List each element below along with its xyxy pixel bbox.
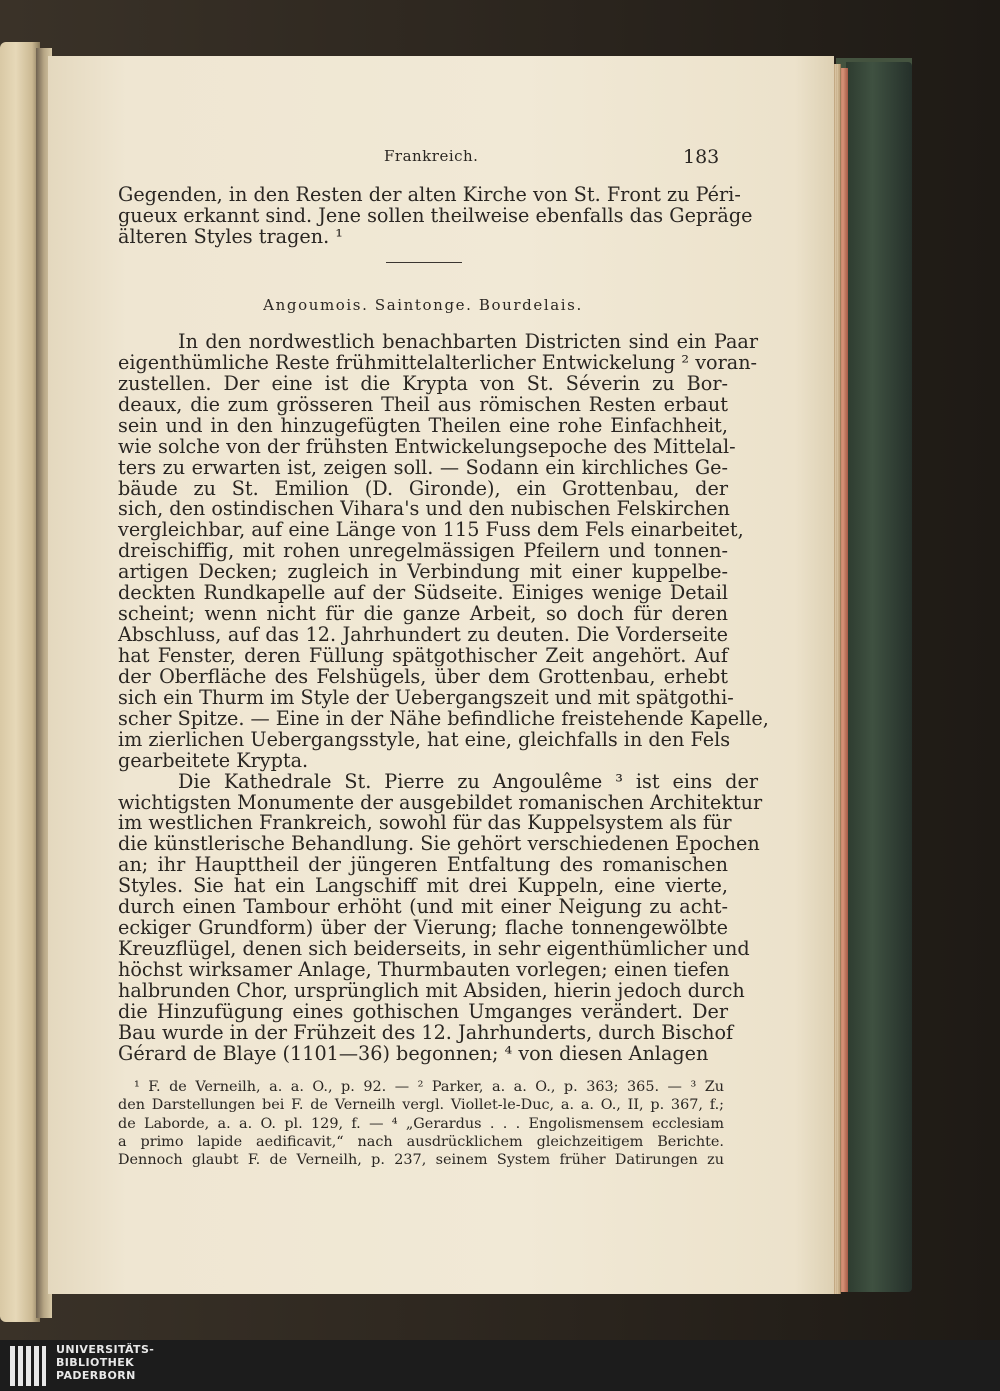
text-line: der Oberfläche des Felshügels, über dem Grottenbau, erhebt [118, 664, 728, 688]
library-name-line: BIBLIOTHEK [56, 1356, 135, 1369]
running-header: Frankreich. [384, 147, 479, 165]
text-line: bäude zu St. Emilion (D. Gironde), ein Grottenbau, der [118, 476, 728, 500]
text-line: Gérard de Blaye (1101—36) begonnen; ⁴ von diesen Anlagen [118, 1041, 709, 1065]
text-line: gearbeitete Krypta. [118, 748, 309, 772]
text-line: eigenthümliche Reste frühmittelalterlicher Entwickelung ² voran- [118, 350, 758, 374]
page-number: 183 [683, 146, 720, 168]
text-line: scheint; wenn nicht für die ganze Arbeit, so doch für deren [118, 602, 728, 626]
text-line: die künstlerische Behandlung. Sie gehört verschiedenen Epochen [118, 832, 760, 856]
footnote-line: a primo lapide aedificavit,“ nach ausdrücklichem gleichzeitigem Berichte. [118, 1133, 724, 1150]
text-line: Abschluss, auf das 12. Jahrhundert zu deuten. Die Vorderseite [118, 623, 728, 646]
text-line: artigen Decken; zugleich in Verbindung mit einer kuppelbe- [118, 560, 728, 584]
text-line: sein und in den hinzugefügten Theilen eine rohe Einfachheit, [118, 413, 728, 437]
text-line: deaux, die zum grösseren Theil aus römischen Resten erbaut [118, 392, 728, 416]
text-line: ters zu erwarten ist, zeigen soll. — Sodann ein kirchliches Ge- [118, 455, 728, 479]
library-name-line: UNIVERSITÄTS- [56, 1343, 155, 1356]
text-line: dreischiffig, mit rohen unregelmässigen Pfeilern und tonnen- [118, 539, 728, 563]
text-line: Die Kathedrale St. Pierre zu Angoulême ³ ist eins der [178, 769, 758, 793]
text-line: scher Spitze. — Eine in der Nähe befindliche freistehende Kapelle, [118, 706, 769, 730]
text-line: an; ihr Haupttheil der jüngeren Entfaltung des romanischen [118, 853, 728, 877]
text-line: gueux erkannt sind. Jene sollen theilweise ebenfalls das Gepräge [118, 204, 753, 227]
text-line: älteren Styles tragen. ¹ [118, 225, 343, 248]
footnote-line: ¹ F. de Verneilh, a. a. O., p. 92. — ² Parker, a. a. O., p. 363; 365. — ³ Zu [134, 1079, 724, 1095]
text-line: im westlichen Frankreich, sowohl für das Kuppelsystem als für [118, 811, 732, 835]
text-line: deckten Rundkapelle auf der Südseite. Einiges wenige Detail [118, 581, 728, 605]
text-line: im zierlichen Uebergangsstyle, hat eine, gleichfalls in den Fels [118, 727, 731, 751]
text-line: zustellen. Der eine ist die Krypta von St. Séverin zu Bor- [118, 371, 728, 395]
text-line: Kreuzflügel, denen sich beiderseits, in sehr eigenthümlicher und [118, 937, 750, 960]
text-line: eckiger Grundform) über der Vierung; flache tonnengewölbte [118, 916, 728, 939]
text-line: sich, den ostindischen Vihara's und den nubischen Felskirchen [118, 497, 730, 521]
text-line: In den nordwestlich benachbarten Districten sind ein Paar [178, 330, 758, 353]
text-line: halbrunden Chor, ursprünglich mit Absiden, hierin jedoch durch [118, 978, 745, 1002]
library-logo-text [56, 1343, 154, 1382]
footnote-line: Dennoch glaubt F. de Verneilh, p. 237, seinem System früher Datirungen zu [118, 1152, 724, 1169]
text-line: höchst wirksamer Anlage, Thurmbauten vorlegen; einen tiefen [118, 957, 730, 981]
text-line: Bau wurde in der Frühzeit des 12. Jahrhunderts, durch Bischof [118, 1020, 734, 1044]
text-line: Styles. Sie hat ein Langschiff mit drei Kuppeln, eine vierte, [118, 874, 728, 898]
footnote-line: den Darstellungen bei F. de Verneilh vergl. Viollet-le-Duc, a. a. O., II, p. 367, f.; [118, 1097, 724, 1114]
book-cover [846, 62, 912, 1292]
left-page-edge [0, 42, 40, 1322]
separator-rule [386, 262, 462, 263]
library-name-line: PADERBORN [56, 1369, 136, 1382]
library-logo-icon [8, 1344, 48, 1388]
text-line: vergleichbar, auf eine Länge von 115 Fuss dem Fels einarbeitet, [118, 518, 744, 542]
section-heading: Angoumois. Saintonge. Bourdelais. [263, 296, 583, 314]
text-line: Gegenden, in den Resten der alten Kirche von St. Front zu Péri- [118, 183, 741, 206]
text-line: die Hinzufügung eines gothischen Umganges verändert. Der [118, 999, 728, 1023]
text-line: hat Fenster, deren Füllung spätgothischer Zeit angehört. Auf [118, 644, 728, 667]
footnote-line: de Laborde, a. a. O. pl. 129, f. — ⁴ „Gerardus . . . Engolismensem ecclesiam [118, 1115, 724, 1132]
text-line: durch einen Tambour erhöht (und mit einer Neigung zu acht- [118, 895, 728, 919]
text-line: wie solche von der frühsten Entwickelungsepoche des Mittelal- [118, 434, 736, 458]
text-line: wichtigsten Monumente der ausgebildet romanischen Architektur [118, 790, 763, 814]
text-line: sich ein Thurm im Style der Uebergangszeit und mit spätgothi- [118, 685, 734, 709]
